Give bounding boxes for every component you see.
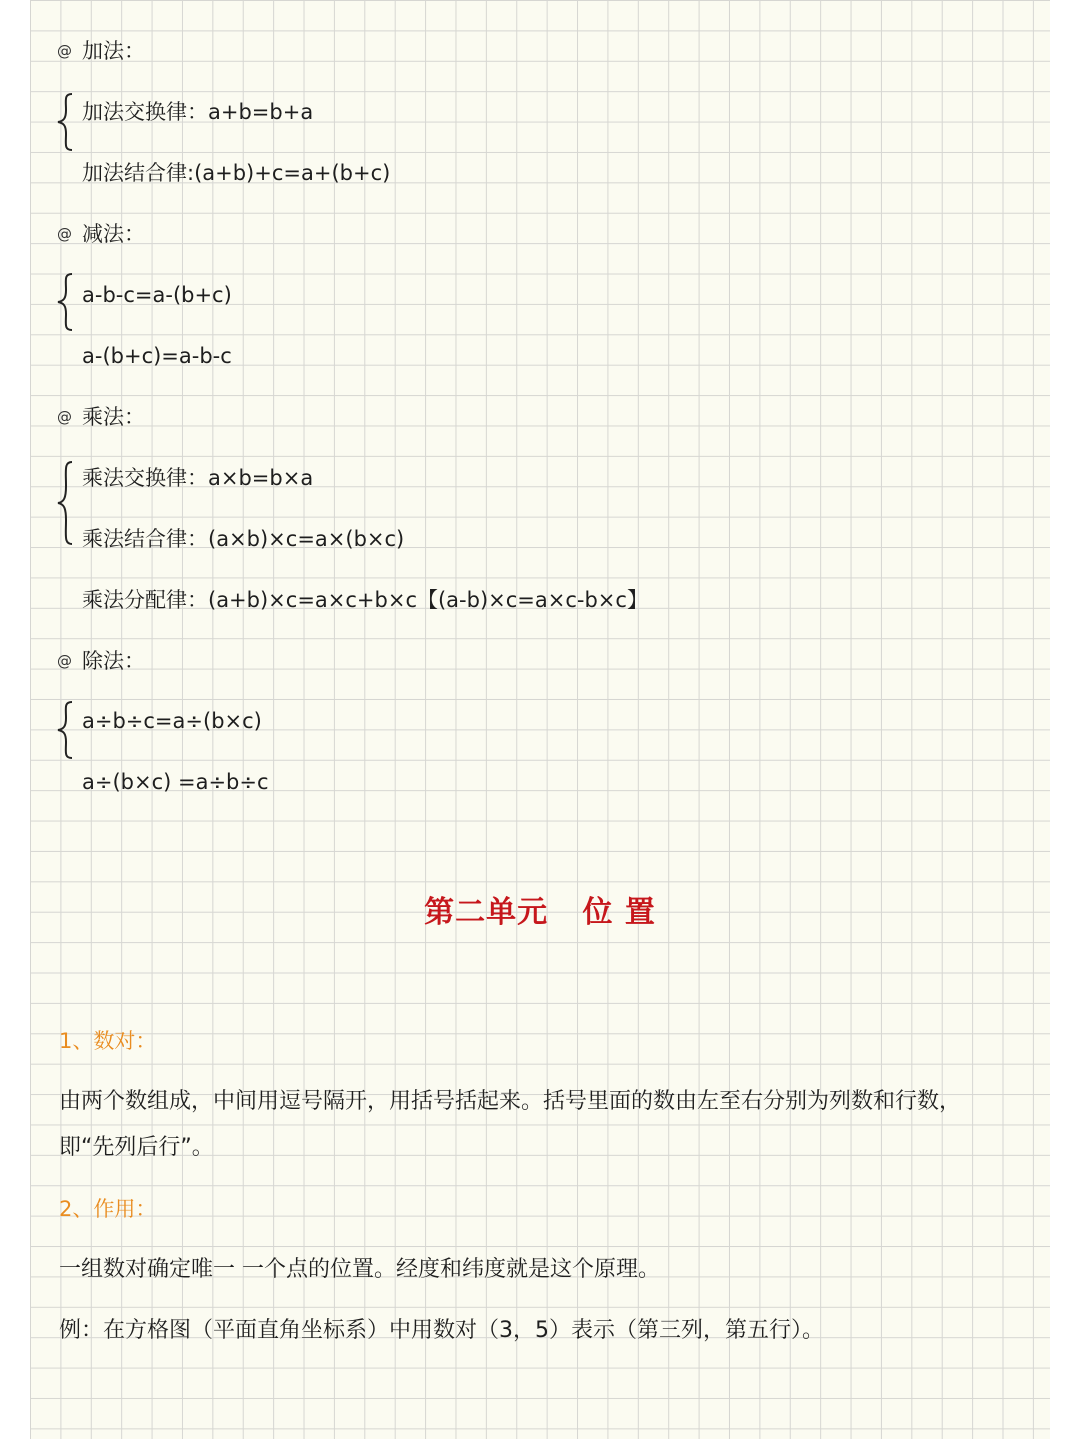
at-marker: @ [57, 408, 72, 426]
item-text-line: 一组数对确定唯一 一个点的位置。经度和纬度就是这个原理。 [59, 1257, 660, 1282]
formula-multiplication-associative: 乘法结合律：(a×b)×c=a×(b×c) [82, 527, 405, 551]
brace-icon [54, 460, 80, 546]
brace-icon [54, 92, 80, 152]
formula-multiplication-commutative: 乘法交换律：a×b=b×a [82, 466, 314, 490]
at-marker: @ [57, 652, 72, 670]
section-heading-addition: 加法： [82, 39, 145, 63]
formula-subtraction-1: a-b-c=a-(b+c) [82, 283, 232, 307]
formula-subtraction-2: a-(b+c)=a-b-c [82, 344, 232, 368]
formula-addition-commutative: 加法交换律：a+b=b+a [82, 100, 314, 124]
item-text-line: 例：在方格图（平面直角坐标系）中用数对（3，5）表示（第三列，第五行）。 [59, 1318, 824, 1343]
formula-multiplication-distributive: 乘法分配律：(a+b)×c=a×c+b×c【(a-b)×c=a×c-b×c】 [82, 588, 648, 612]
item-text-line: 由两个数组成，中间用逗号隔开，用括号括起来。括号里面的数由左至右分别为列数和行数， [59, 1089, 962, 1114]
section-heading-division: 除法： [82, 649, 145, 673]
formula-division-2: a÷(b×c) =a÷b÷c [82, 770, 269, 794]
at-marker: @ [57, 42, 72, 60]
item-text-line: 即“先列后行”。 [59, 1135, 214, 1160]
item-heading-pairs: 1、数对： [59, 1029, 157, 1053]
section-heading-subtraction: 减法： [82, 222, 145, 246]
formula-addition-associative: 加法结合律:(a+b)+c=a+(b+c) [82, 161, 391, 185]
grid-paper-page [30, 0, 1050, 1439]
brace-icon [54, 272, 80, 332]
brace-icon [54, 700, 80, 760]
at-marker: @ [57, 225, 72, 243]
item-heading-usage: 2、作用： [59, 1197, 157, 1221]
formula-division-1: a÷b÷c=a÷(b×c) [82, 709, 262, 733]
section-heading-multiplication: 乘法： [82, 405, 145, 429]
unit-title: 第二单元 位 置 [424, 895, 656, 930]
